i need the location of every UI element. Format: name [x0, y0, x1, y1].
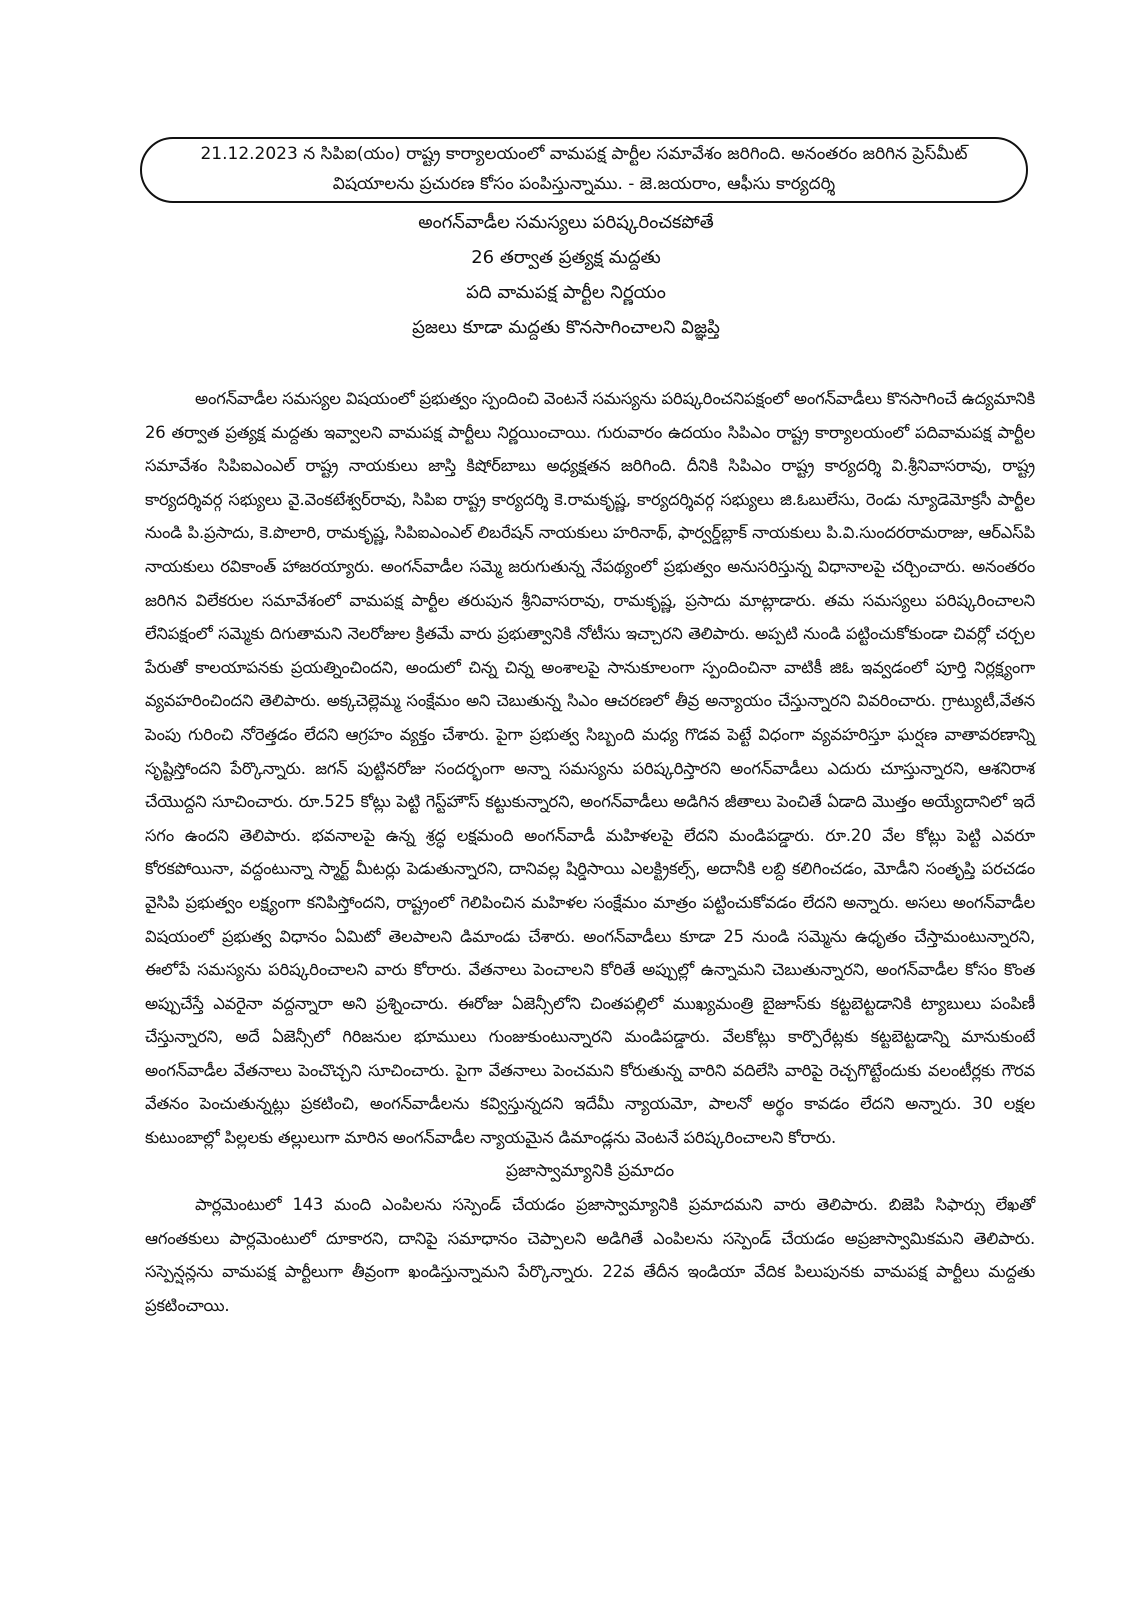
press-note-banner	[140, 137, 1028, 203]
headline-1: అంగన్‌వాడీల సమస్యలు పరిష్కరించకపోతే	[418, 212, 714, 233]
paragraph-main: అంగన్‌వాడీల సమస్యల విషయంలో ప్రభుత్వం స్పందించి వెంటనే సమస్యను పరిష్కరించనిపక్షంలో అంగన్‌వాడీలు కొనసాగించే ఉద్యమానికి 26 తర్వాత ప్రత్యక్ష మద్దతు ఇవ్వాలని వామపక్ష పార్టీలు నిర్ణయించాయి. గురువారం ఉదయం సిపిఎం రాష్ట్ర కార్యాలయంలో పదివామపక్ష పార్టీల సమావేశం సిపిఐఎంఎల్ రాష్ట్ర నాయకులు జాస్తి కిషోర్‌బాబు అధ్యక్షతన జరిగింది. దీనికి సిపిఎం రాష్ట్ర కార్యదర్శి వి.శ్రీనివాసరావు, రాష్ట్ర కార్యదర్శివర్గ సభ్యులు వై.వెంకటేశ్వర్‌రావు, సిపిఐ రాష్ట్ర కార్యదర్శి కె.రామకృష్ణ, కార్యదర్శివర్గ సభ్యులు జి.ఓబులేసు, రెండు న్యూడెమోక్రసీ పార్టీల నుండి పి.ప్రసాదు, కె.పొలారి, రామకృష్ణ, సిపిఐఎంఎల్ లిబరేషన్ నాయకులు హరినాథ్, ఫార్వర్డ్‌బ్లాక్ నాయకులు పి.వి.సుందరరామరాజు, ఆర్‌ఎస్‌పి నాయకులు రవికాంత్ హాజరయ్యారు. అంగన్‌వాడీల సమ్మె జరుగుతున్న నేపథ్యంలో ప్రభుత్వం అనుసరిస్తున్న విధానాలపై చర్చించారు. అనంతరం జరిగిన విలేకరుల సమావేశంలో వామపక్ష పార్టీల తరుపున శ్రీనివాసరావు, రామకృష్ణ, ప్రసాదు మాట్లాడారు. తమ సమస్యలు పరిష్కరించాలని లేనిపక్షంలో సమ్మెకు దిగుతామని నెలరోజుల క్రితమే వారు ప్రభుత్వానికి నోటీసు ఇచ్చారని తెలిపారు. అప్పటి నుండి పట్టించుకోకుండా చివర్లో చర్చల పేరుతో కాలయాపనకు ప్రయత్నించిందని, అందులో చిన్న చిన్న అంశాలపై సానుకూలంగా స్పందించినా వాటికీ జిఓ ఇవ్వడంలో పూర్తి నిర్లక్ష్యంగా వ్యవహరించిందని తెలిపారు. అక్కచెల్లెమ్మ సంక్షేమం అని చెబుతున్న సిఎం ఆచరణలో తీవ్ర అన్యాయం చేస్తున్నారని వివరించారు. గ్రాట్యుటీ,వేతన పెంపు గురించి నోరెత్తడం లేదని ఆగ్రహం వ్యక్తం చేశారు. పైగా ప్రభుత్వ సిబ్బంది మధ్య గొడవ పెట్టే విధంగా వ్యవహరిస్తూ ఘర్షణ వాతావరణాన్ని సృష్టిస్తోందని పేర్కొన్నారు. జగన్ పుట్టినరోజు సందర్భంగా అన్నా సమస్యను పరిష్కరిస్తారని అంగన్‌వాడీలు ఎదురు చూస్తున్నారని, ఆశనిరాశ చేయొద్దని సూచించారు. రూ.525 కోట్లు పెట్టి గెస్ట్‌హౌస్ కట్టుకున్నారని, అంగన్‌వాడీలు అడిగిన జీతాలు పెంచితే ఏడాది మొత్తం అయ్యేదానిలో ఇదే సగం ఉందని తెలిపారు. భవనాలపై ఉన్న శ్రద్ధ లక్షమంది అంగన్‌వాడీ మహిళలపై లేదని మండిపడ్డారు. రూ.20 వేల కోట్లు పెట్టి ఎవరూ కోరకపోయినా, వద్దంటున్నా స్మార్ట్ మీటర్లు పెడుతున్నారని, దానివల్ల షిర్డిసాయి ఎలక్ట్రికల్స్, అదానీకి లబ్ది కలిగించడం, మోడీని సంతృప్తి పరచడం వైసిపి ప్రభుత్వం లక్ష్యంగా కనిపిస్తోందని, రాష్ట్రంలో గెలిపించిన మహిళల సంక్షేమం మాత్రం పట్టించుకోవడం లేదని అన్నారు. అసలు అంగన్‌వాడీల విషయంలో ప్రభుత్వ విధానం ఏమిటో తెలపాలని డిమాండు చేశారు. అంగన్‌వాడీలు కూడా 25 నుండి సమ్మెను ఉధృతం చేస్తామంటున్నారని, ఈలోపే సమస్యను పరిష్కరించాలని వారు కోరారు. వేతనాలు పెంచాలని కోరితే అప్పుల్లో ఉన్నామని చెబుతున్నారని, అంగన్‌వాడీల కోసం కొంత అప్పుచేస్తే ఎవరైనా వద్దన్నారా అని ప్రశ్నించారు. ఈరోజు ఏజెన్సీలోని చింతపల్లిలో ముఖ్యమంత్రి బైజూస్‌కు కట్టబెట్టడానికి ట్యాబులు పంపిణీ చేస్తున్నారని, అదే ఏజెన్సీలో గిరిజనుల భూములు గుంజుకుంటున్నారని మండిపడ్డారు. వేలకోట్లు కార్పొరేట్లకు కట్టబెట్టడాన్ని మానుకుంటే అంగన్‌వాడీల వేతనాలు పెంచొచ్చని సూచించారు. పైగా వేతనాలు పెంచమని కోరుతున్న వారిని వదిలేసి వారిపై రెచ్చగొట్టేందుకు వలంటీర్లకు గౌరవ వేతనం పెంచుతున్నట్లు ప్రకటించి, అంగన్‌వాడీలను కవ్విస్తున్నదని ఇదేమీ న్యాయమో, పాలనో అర్థం కావడం లేదని అన్నారు. 30 లక్షల కుటుంబాల్లో పిల్లలకు తల్లులుగా మారిన అంగన్‌వాడీల న్యాయమైన డిమాండ్లను వెంటనే పరిష్కరించాలని కోరారు.	[145, 389, 1035, 1148]
banner-line-2: విషయాలను ప్రచురణ కోసం పంపిస్తున్నాము. - జె.జయరాం, ఆఫీసు కార్యదర్శి	[332, 174, 836, 194]
headline-4: ప్రజలు కూడా మద్దతు కొనసాగించాలని విజ్ఞప్తి	[412, 317, 720, 338]
banner-line-1: 21.12.2023 న సిపిఐ(యం) రాష్ట్ర కార్యాలయంలో వామపక్ష పార్టీల సమావేశం జరిగింది. అనంతరం జరిగిన ప్రెస్‌మీట్	[200, 144, 968, 164]
headline-block	[0, 205, 1132, 345]
headline-2: 26 తర్వాత ప్రత్యక్ష మద్దతు	[471, 247, 661, 268]
subheading: ప్రజాస్వామ్యానికి ప్రమాదం	[505, 1160, 675, 1181]
article-body	[145, 382, 1035, 1323]
headline-3: పది వామపక్ష పార్టీల నిర్ణయం	[466, 282, 666, 303]
paragraph-second: పార్లమెంటులో 143 మంది ఎంపిలను సస్పెండ్ చేయడం ప్రజాస్వామ్యానికి ప్రమాదమని వారు తెలిపారు. బిజెపి సిఫార్సు లేఖతో ఆగంతకులు పార్లమెంటులో దూకారని, దానిపై సమాధానం చెప్పాలని అడిగితే ఎంపిలను సస్పెండ్ చేయడం అప్రజాస్వామికమని తెలిపారు. సస్పెన్షన్లను వామపక్ష పార్టీలుగా తీవ్రంగా ఖండిస్తున్నామని పేర్కొన్నారు. 22వ తేదీన ఇండియా వేదిక పిలుపునకు వామపక్ష పార్టీలు మద్దతు ప్రకటించాయి.	[145, 1195, 1035, 1316]
